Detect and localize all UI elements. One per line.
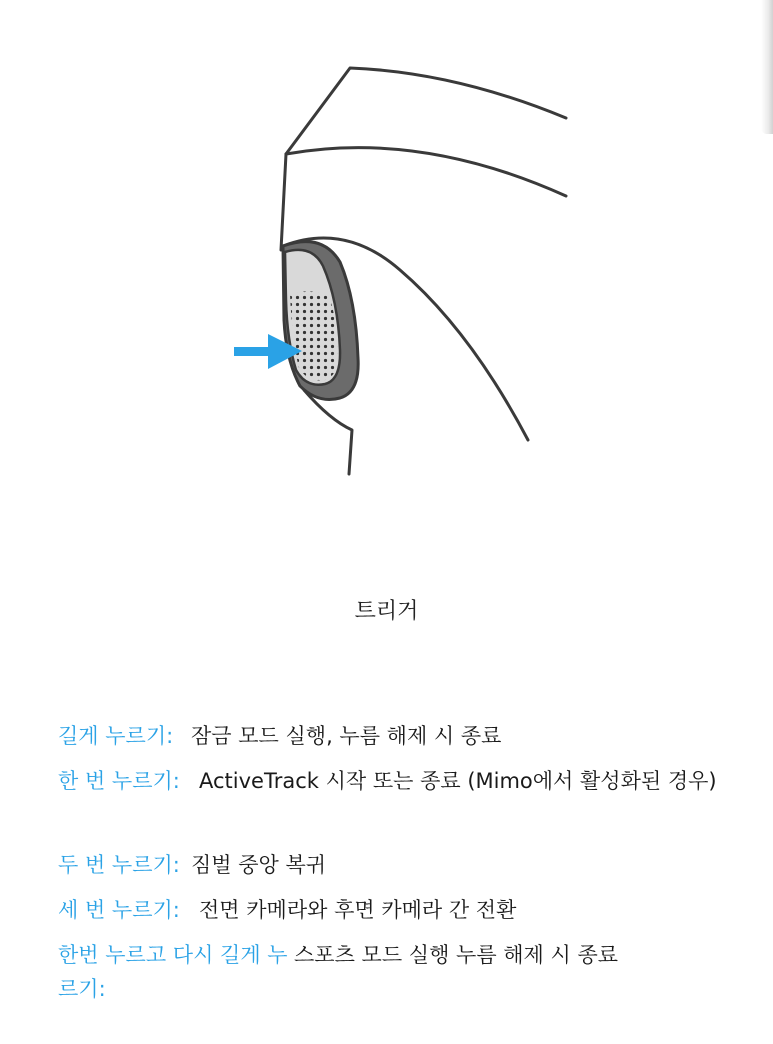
instruction-term: 길게 누르기: (58, 724, 174, 748)
handle-outline-top (286, 68, 566, 154)
instruction-term: 한 번 누르기: (58, 769, 180, 793)
instruction-description: 스포츠 모드 실행 누름 해제 시 종료 (294, 943, 619, 967)
trigger-illustration (0, 0, 773, 520)
handle-outline-left (281, 154, 286, 250)
instruction-term: 두 번 누르기: (58, 853, 180, 877)
instruction-description: ActiveTrack 시작 또는 종료 (Mimo에서 활성화된 경우) (199, 769, 717, 793)
instruction-description: 짐벌 중앙 복귀 (191, 853, 327, 877)
instruction-term: 한번 누르고 다시 길게 누르기: (58, 943, 288, 1001)
instruction-description: 전면 카메라와 후면 카메라 간 전환 (199, 898, 517, 922)
handle-outline-bottom (304, 390, 352, 474)
instruction-term: 세 번 누르기: (58, 898, 180, 922)
handle-outline-middle (286, 148, 566, 196)
figure-caption: 트리거 (354, 599, 419, 624)
instruction-description: 잠금 모드 실행, 누름 해제 시 종료 (191, 724, 502, 748)
